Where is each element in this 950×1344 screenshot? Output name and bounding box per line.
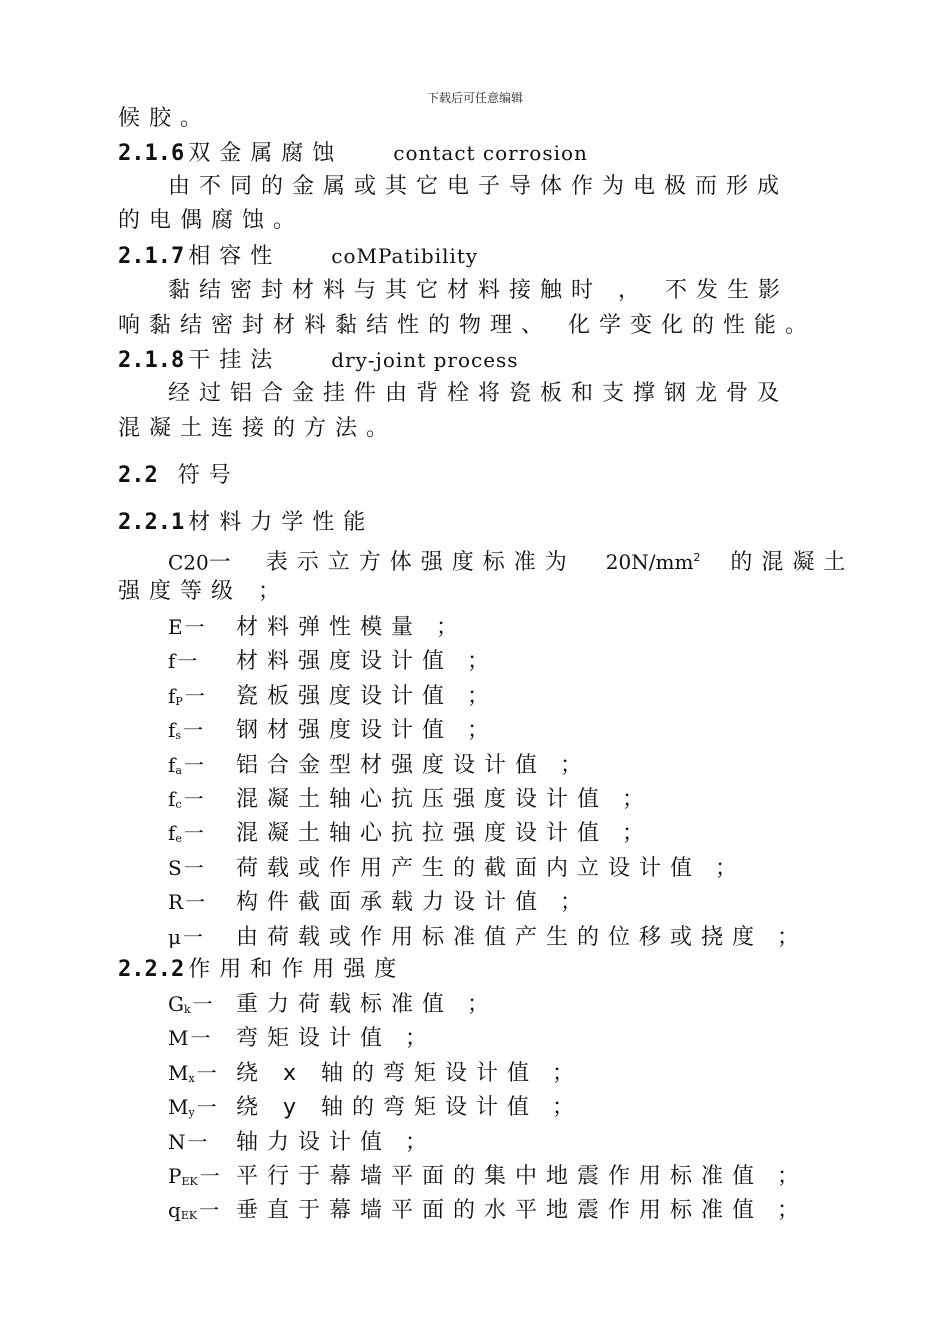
symbol-definition-line: $f_s$ 一 钢材强度设计值 ； (168, 715, 498, 751)
definition-text: 响黏结密封材料黏结性的物理、 化学变化的性能。 (118, 313, 816, 338)
heading-2-1-7: 2.1.7 相容性 coMPatibility (118, 244, 479, 269)
symbol: $f_a$ 一 (168, 752, 204, 777)
page-header: 下载后可任意编辑 (426, 91, 523, 105)
symbol-definition-line: $P_{EK}$ 一 平行于幕墙平面的集中地震作用标准值 ； (168, 1161, 808, 1197)
symbol-description: 垂直于幕墙平面的水平地震作用标准值 (236, 1198, 764, 1224)
symbol: $M_y$ 一 (168, 1095, 217, 1120)
symbol-definition-line: $q_{EK}$ 一 垂直于幕墙平面的水平地震作用标准值 ； (168, 1195, 808, 1231)
symbol-definition-line: $M_y$ 一 绕 y 轴的弯矩设计值 ； (168, 1092, 583, 1128)
symbol-description: 钢材强度设计值 (236, 718, 454, 744)
symbol: $f_s$ 一 (168, 718, 204, 743)
symbol-description: 荷载或作用产生的截面内立设计值 (236, 855, 702, 881)
symbol: $f_c$ 一 (168, 787, 204, 811)
symbol-definition-line: $G_k$ 一 重力荷载标准值 ； (168, 989, 498, 1025)
symbol-definition-line: $M_x$ 一 绕 x 轴的弯矩设计值 ； (168, 1058, 583, 1094)
symbol: $q_{EK}$ 一 (168, 1198, 220, 1223)
symbol-description: 铝合金型材强度设计值 (236, 752, 547, 778)
symbol-definition-line: μ 一 由荷载或作用标准值产生的位移或挠度 ； (168, 922, 808, 953)
symbol-description: 混凝土轴心抗拉强度设计值 (236, 821, 609, 847)
definition-text: 的电偶腐蚀。 (118, 208, 305, 233)
symbol: N 一 (168, 1129, 208, 1154)
symbol-definition-line: $f_e$ 一 混凝土轴心抗拉强度设计值 ； (168, 818, 653, 854)
definition-text: 由不同的金属或其它电子导体作为电极而形成 (168, 174, 789, 199)
symbol-description: 平行于幕墙平面的集中地震作用标准值 (236, 1164, 764, 1189)
symbol-c20: C20一 表示立方体强度标准为 $20N/mm^2$ 的混凝土 (168, 550, 855, 576)
symbol-description: 由荷载或作用标准值产生的位移或挠度 (236, 924, 764, 950)
symbol: $M_x$ 一 (168, 1060, 217, 1085)
symbol: $G_k$ 一 (168, 992, 213, 1016)
symbol: $f_P$ 一 (168, 683, 205, 708)
definition-text: 混凝土连接的方法。 (118, 416, 398, 441)
symbol-definition-line: S 一 荷载或作用产生的截面内立设计值 ； (168, 853, 746, 884)
symbol: μ 一 (168, 924, 203, 949)
symbol-definition-line: N 一 轴力设计值 ； (168, 1127, 436, 1158)
symbol-description: 弯矩设计值 (236, 1026, 392, 1052)
symbol: S 一 (168, 855, 204, 880)
symbol-definition-line: E 一 材料弹性模量 ； (168, 612, 467, 643)
symbol: $P_{EK}$ 一 (168, 1164, 220, 1188)
symbol-description: 绕 x 轴的弯矩设计值 (236, 1060, 539, 1086)
heading-2-1-6: 2.1.6 双金属腐蚀 contact corrosion (118, 141, 588, 166)
symbol-description: 绕 y 轴的弯矩设计值 (236, 1095, 539, 1121)
symbol-definition-line: $f_P$ 一 瓷板强度设计值 ； (168, 681, 498, 717)
symbol-c20-continued: 强度等级 ； (118, 579, 289, 604)
symbol: R 一 (168, 890, 206, 915)
symbol-description: 材料弹性模量 (236, 615, 423, 640)
symbol-definition-line: $f_a$ 一 铝合金型材强度设计值 ； (168, 750, 591, 786)
symbol-definition-line: f 一 材料强度设计值 ； (168, 646, 498, 677)
symbol-definition-line: M 一 弯矩设计值 ； (168, 1023, 436, 1054)
heading-2-2-2: 2.2.2 作用和作用强度 (118, 957, 406, 982)
heading-2-2: 2.2 符号 (118, 463, 240, 488)
symbol: f 一 (168, 649, 198, 674)
symbol-description: 构件截面承载力设计值 (236, 890, 547, 916)
text-line: 候胶。 (118, 106, 212, 131)
symbol: E 一 (168, 615, 205, 639)
definition-text: 经过铝合金挂件由背栓将瓷板和支撑钢龙骨及 (168, 381, 789, 406)
heading-2-1-8: 2.1.8 干挂法 dry-joint process (118, 348, 519, 373)
definition-text: 黏结密封材料与其它材料接触时 ， 不发生影 (168, 278, 789, 303)
symbol-description: 材料强度设计值 (236, 649, 454, 675)
symbol-description: 重力荷载标准值 (236, 992, 454, 1017)
symbol-definition-line: $f_c$ 一 混凝土轴心抗压强度设计值 ； (168, 784, 653, 820)
symbol-description: 混凝土轴心抗压强度设计值 (236, 787, 609, 812)
symbol: M 一 (168, 1026, 211, 1051)
symbol-description: 轴力设计值 (236, 1129, 392, 1155)
heading-2-2-1: 2.2.1 材料力学性能 (118, 510, 375, 535)
symbol-description: 瓷板强度设计值 (236, 683, 454, 709)
symbol: $f_e$ 一 (168, 821, 204, 846)
symbol-definition-line: R 一 构件截面承载力设计值 ； (168, 887, 591, 918)
